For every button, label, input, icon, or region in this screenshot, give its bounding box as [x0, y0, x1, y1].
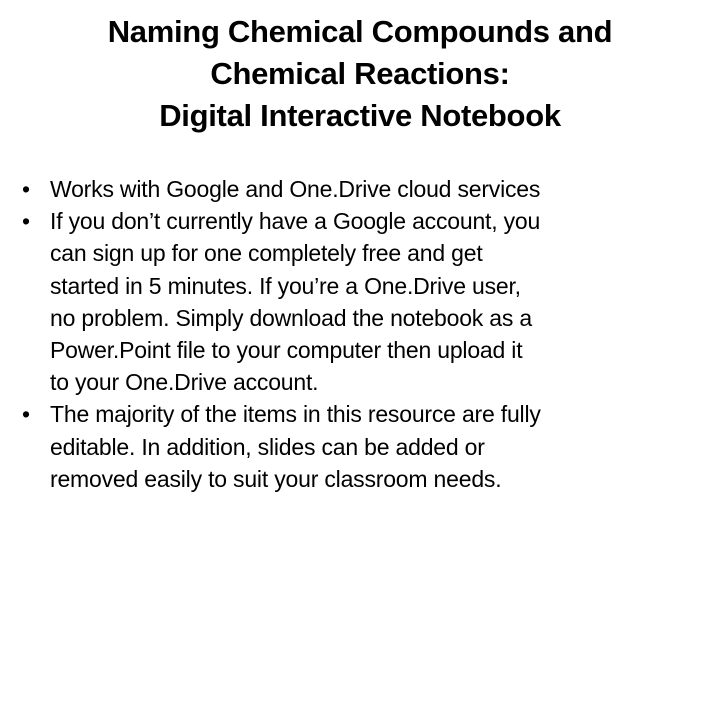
slide-title [20, 11, 700, 137]
bullet-item-cloud-services [22, 173, 712, 205]
bullet-text-line: editable. In addition, slides can be added or [50, 433, 485, 460]
title-line: Chemical Reactions: [210, 56, 510, 91]
title-line: Digital Interactive Notebook [159, 98, 561, 133]
bullet-list [22, 173, 712, 495]
bullet-item-google-account [22, 205, 712, 398]
bullet-text-line: The majority of the items in this resource are fully [50, 401, 541, 428]
bullet-item-editable [22, 398, 712, 495]
bullet-dot-icon: • [22, 401, 30, 428]
bullet-text-line: Power.Point file to your computer then upload it [50, 337, 523, 364]
bullet-dot-icon: • [22, 176, 30, 202]
bullet-text-line: Works with Google and One.Drive cloud services [50, 176, 541, 202]
bullet-text-line: If you don’t currently have a Google account, you [50, 208, 541, 235]
title-line: Naming Chemical Compounds and [107, 14, 613, 49]
bullet-text-line: to your One.Drive account. [50, 369, 319, 396]
bullet-dot-icon: • [22, 208, 30, 235]
bullet-text-line: can sign up for one completely free and get [50, 240, 483, 267]
bullet-text-line: started in 5 minutes. If you’re a One.Drive user, [50, 272, 521, 299]
bullet-text-line: no problem. Simply download the notebook as a [50, 304, 532, 331]
bullet-text-line: removed easily to suit your classroom needs. [50, 465, 502, 492]
